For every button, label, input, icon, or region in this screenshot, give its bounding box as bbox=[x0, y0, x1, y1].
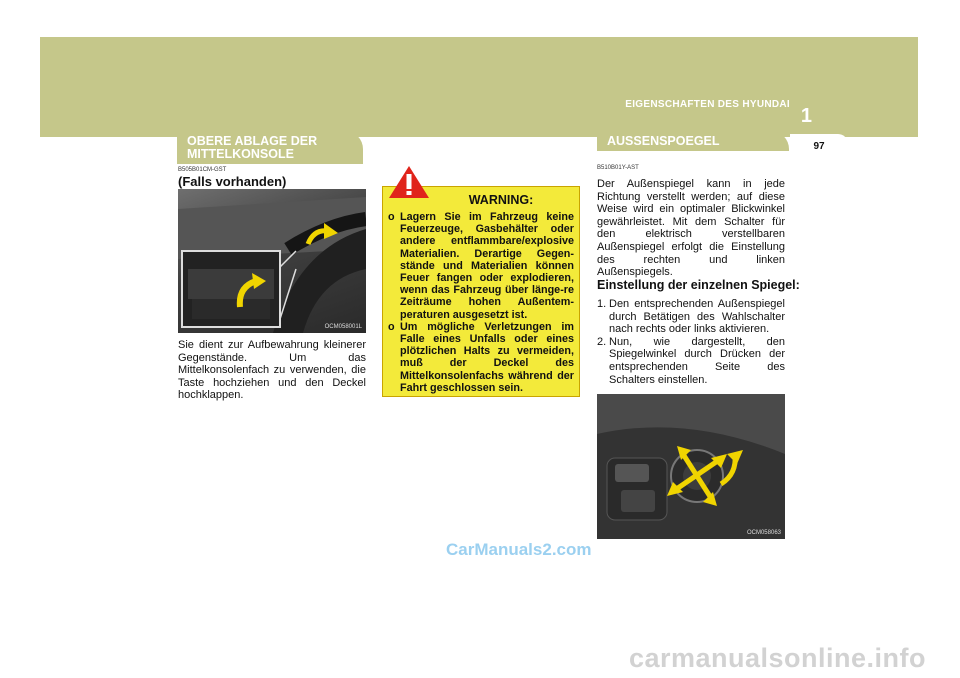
section-code-mirror: B510B01Y-AST bbox=[597, 165, 639, 171]
console-body-text: Sie dient zur Aufbewahrung kleinerer Gegenstände. Um das Mittelkonsolenfach zu verwenden, die Taste hochziehen und den Deckel hochklappen. bbox=[178, 339, 366, 402]
warning-item bbox=[388, 211, 574, 321]
mirror-switch-photo bbox=[597, 394, 785, 539]
mirror-switch-illustration bbox=[597, 394, 785, 539]
step-text: Nun, wie dargestellt, den Spiegelwinkel durch Drücken der entsprechenden Seite des Schalters einstellen. bbox=[609, 335, 785, 386]
manual-page bbox=[40, 37, 918, 666]
watermark-carmanuals2: CarManuals2.com bbox=[446, 540, 592, 559]
console-photo-code: OCM058001L bbox=[324, 324, 362, 330]
watermark-carmanualsonline: carmanualsonline.info bbox=[628, 643, 926, 673]
warning-item bbox=[388, 321, 574, 394]
step-number: 2. bbox=[597, 335, 607, 348]
mirror-photo-code: OCM058063 bbox=[746, 530, 781, 536]
console-photo bbox=[178, 189, 366, 333]
warning-body bbox=[388, 211, 574, 394]
section-title-console: OBERE ABLAGE DER MITTELKONSOLE bbox=[177, 131, 363, 164]
mirror-intro-text: Der Außenspiegel kann in jede Richtung verstellt werden; auf diese Weise wird ein optimaler Blickwinkel gewährleistet. Mit dem Schalter für den elektrisch verstellbaren Außenspiegel erfolgt die Einstellung des rechten und linken Außenspiegels. bbox=[597, 178, 785, 279]
header-band bbox=[40, 37, 918, 137]
warning-item-text: Um mögliche Verletzungen im Falle eines Unfalls oder eines plötzlichen Halts zu vermeiden, muß der Deckel des Mittelkonsolenfachs während der Fahrt geschlossen sein. bbox=[400, 320, 574, 394]
warning-title: WARNING: bbox=[468, 193, 534, 207]
list-item bbox=[597, 336, 785, 386]
mirror-subtitle: Einstellung der einzelnen Spiegel: bbox=[597, 278, 800, 292]
exclamation-triangle-icon bbox=[388, 165, 430, 199]
warning-bullet: o bbox=[388, 211, 395, 223]
warning-box bbox=[382, 186, 580, 397]
warning-item-text: Lagern Sie im Fahrzeug keine Feuerzeuge, Gasbehälter oder andere entflammbare/explosive Materialien. Derartige Gegen-stände und Materialien können Feuer fangen oder explodieren, wenn das Fahrzeug über länge-re Zeiträume hohen Außentem-peraturen ausgesetzt ist. bbox=[400, 211, 574, 321]
section-code-console: B505B01CM-GST bbox=[178, 167, 227, 173]
page-number: 97 bbox=[790, 134, 848, 156]
step-text: Den entsprechenden Außenspiegel durch Betätigen des Wahlschalter nach rechts oder links aktivieren. bbox=[609, 298, 785, 336]
window-switch-upper bbox=[615, 464, 649, 482]
mirror-steps bbox=[597, 298, 785, 386]
window-switch-lower bbox=[621, 490, 655, 512]
chapter-number: 1 bbox=[800, 105, 812, 127]
warning-bullet: o bbox=[388, 320, 395, 333]
list-item bbox=[597, 298, 785, 336]
section-title-mirror: AUSSENSPOEGEL bbox=[597, 131, 789, 151]
chapter-title: EIGENSCHAFTEN DES HYUNDAI bbox=[625, 99, 790, 110]
step-number: 1. bbox=[597, 298, 607, 310]
console-illustration bbox=[178, 189, 366, 333]
console-subtitle: (Falls vorhanden) bbox=[178, 174, 287, 189]
